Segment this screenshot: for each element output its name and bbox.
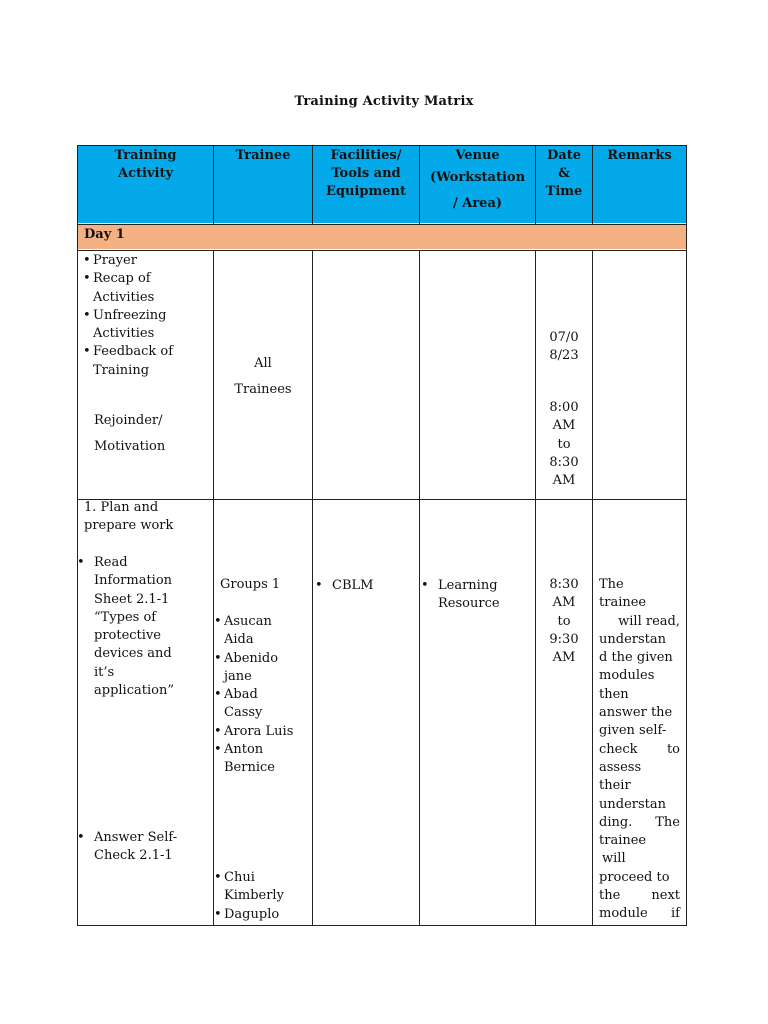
- remarks-line: will read,: [618, 613, 680, 629]
- bullet-icon: •: [77, 830, 85, 845]
- bullet-icon: •: [315, 578, 323, 593]
- header-facilities: [313, 147, 419, 201]
- venue-text: Resource: [438, 596, 500, 612]
- list-item: • Feedback of Training: [82, 343, 210, 380]
- activity-text: it’s: [94, 664, 115, 680]
- remarks-line: answer the: [599, 705, 673, 721]
- remarks-line: The: [599, 577, 624, 592]
- row1-time: [536, 399, 592, 490]
- day-row-background: [78, 225, 686, 249]
- trainee-name: Arora Luis: [224, 723, 294, 739]
- col-divider: [419, 250, 420, 926]
- activity-text: Answer Self-: [94, 830, 178, 845]
- bullet-icon: •: [214, 723, 222, 739]
- trainee-name: Abad: [224, 687, 258, 703]
- time-text: 8:30: [549, 454, 579, 470]
- remarks-word: module: [599, 906, 648, 922]
- remarks-line: d the given: [599, 650, 673, 666]
- remarks-line-justified: [599, 905, 680, 923]
- list-item: • Prayer: [82, 252, 210, 270]
- header-text: Trainee: [235, 148, 291, 163]
- table-border-bottom: [77, 925, 687, 926]
- list-item: [214, 741, 312, 778]
- col-divider: [312, 250, 313, 926]
- trainee-name: jane: [224, 668, 252, 684]
- row2-facility: [315, 577, 374, 595]
- trainee-name: Abenido: [224, 650, 279, 666]
- trainee-name: Daguplo: [224, 906, 280, 922]
- row2-activity-item-answer: [77, 829, 212, 866]
- activity-text: protective: [94, 628, 161, 644]
- header-date-time-text: [536, 147, 592, 201]
- remarks-line: trainee: [599, 595, 647, 611]
- facility-text: CBLM: [332, 578, 374, 593]
- activity-text: Check 2.1-1: [94, 848, 173, 864]
- header-text: Facilities/: [330, 148, 402, 163]
- trainee-text: All: [254, 356, 272, 371]
- remarks-line-justified: [599, 814, 680, 832]
- date-text: 07/0: [549, 330, 579, 345]
- time-text: AM: [552, 650, 576, 666]
- remarks-line: understan: [599, 631, 666, 647]
- row1-activities: [82, 252, 210, 380]
- header-text: Time: [545, 184, 583, 199]
- bullet-icon: •: [214, 614, 222, 629]
- header-venue: [420, 147, 535, 217]
- time-text: AM: [552, 418, 576, 434]
- remarks-word: next: [651, 888, 680, 904]
- row2-activity-heading: [84, 499, 173, 536]
- row2-time: [536, 576, 592, 667]
- trainee-name: Aida: [224, 632, 254, 648]
- header-text: / Area): [452, 196, 503, 211]
- remarks-line: proceed to: [599, 869, 670, 885]
- activity-text: Information: [94, 573, 173, 589]
- time-text: 8:00: [549, 400, 579, 415]
- trainee-name: Bernice: [224, 760, 275, 776]
- time-text: 8:30: [549, 577, 579, 592]
- list-item: • Unfreezing Activities: [82, 307, 210, 344]
- activity-text: “Types of: [94, 609, 157, 625]
- remarks-line: understan: [599, 796, 666, 812]
- row2-remarks: [599, 576, 680, 924]
- activity-text: 1. Plan and: [84, 500, 159, 515]
- row1-trainee: [214, 351, 312, 403]
- list-item: [214, 869, 312, 906]
- list-item: [214, 906, 312, 924]
- header-remarks: [593, 147, 686, 165]
- remarks-line: will: [602, 851, 626, 867]
- bullet-icon: •: [421, 578, 429, 593]
- remarks-word: the: [599, 888, 621, 904]
- activity-text: Sheet 2.1-1: [94, 591, 170, 607]
- remarks-word: ding.: [599, 814, 633, 830]
- list-item: [214, 686, 312, 723]
- row2-trainee-list-b: [214, 869, 312, 924]
- trainee-name: Anton: [224, 742, 264, 758]
- time-text: 9:30: [549, 631, 579, 647]
- header-text: Training: [114, 148, 177, 163]
- header-trainee: [214, 147, 312, 165]
- row1-extra-activity: [94, 408, 165, 460]
- remarks-word: The: [655, 814, 680, 830]
- trainee-name: Kimberly: [224, 888, 284, 904]
- activity-text: prepare work: [84, 518, 174, 534]
- bullet-icon: •: [214, 870, 222, 885]
- bullet-icon: •: [214, 650, 222, 666]
- day-label: Day 1: [84, 227, 125, 242]
- training-matrix-table: [77, 145, 687, 926]
- activity-text: Read: [94, 555, 128, 570]
- header-divider: [77, 224, 687, 225]
- date-text: 8/23: [549, 348, 579, 364]
- header-text: Equipment: [326, 184, 406, 199]
- activity-text: Rejoinder/: [94, 413, 163, 428]
- table-border-right: [686, 145, 687, 926]
- bullet-icon: •: [214, 906, 222, 922]
- venue-text: Learning: [438, 578, 498, 593]
- activity-text: devices and: [94, 646, 172, 662]
- list-item: [214, 723, 312, 741]
- row1-date: [536, 329, 592, 366]
- remarks-word: if: [671, 906, 680, 922]
- activity-text: application”: [94, 683, 174, 699]
- bullet-icon: •: [214, 687, 222, 703]
- header-text: &: [558, 166, 570, 181]
- trainee-name: Cassy: [224, 705, 263, 721]
- list-item: • Recap of Activities: [82, 270, 210, 307]
- row2-activity-item-read: [77, 554, 212, 700]
- table-border-left: [77, 145, 78, 926]
- remarks-line: their: [599, 778, 631, 794]
- table-border-top: [77, 145, 687, 146]
- row2-trainee-list-a: [214, 613, 312, 778]
- trainee-text: Trainees: [234, 382, 292, 397]
- trainee-name: Asucan: [224, 614, 272, 629]
- remarks-word: check: [599, 741, 638, 757]
- header-text: Tools and: [331, 166, 401, 181]
- remarks-line: trainee: [599, 833, 647, 849]
- bullet-icon: •: [77, 555, 85, 570]
- row2-group-label: Groups 1: [220, 577, 281, 592]
- remarks-line-justified: [599, 741, 680, 759]
- bullet-icon: •: [214, 742, 222, 758]
- list-item: [214, 650, 312, 687]
- header-text: Activity: [118, 166, 173, 181]
- remarks-word: to: [666, 741, 680, 757]
- activity-text: Motivation: [94, 439, 166, 454]
- remarks-line: modules: [599, 668, 655, 684]
- remarks-line: then: [599, 686, 629, 702]
- header-text: (Workstation: [429, 170, 526, 185]
- header-text: Date: [547, 148, 581, 163]
- time-text: to: [557, 436, 571, 452]
- time-text: to: [557, 613, 571, 629]
- remarks-line: assess: [599, 759, 642, 775]
- remarks-line-justified: [599, 887, 680, 905]
- time-text: AM: [552, 473, 576, 489]
- remarks-line: given self-: [599, 723, 667, 739]
- header-training-activity: [78, 147, 213, 183]
- day-divider: [77, 250, 687, 251]
- col-divider: [592, 250, 593, 926]
- row2-venue: [421, 577, 532, 614]
- time-text: AM: [552, 595, 576, 611]
- list-item: [214, 613, 312, 650]
- header-text: Remarks: [607, 148, 672, 163]
- trainee-name: Chui: [224, 870, 255, 885]
- header-text: Venue: [455, 148, 500, 163]
- page-title: Training Activity Matrix: [294, 94, 474, 109]
